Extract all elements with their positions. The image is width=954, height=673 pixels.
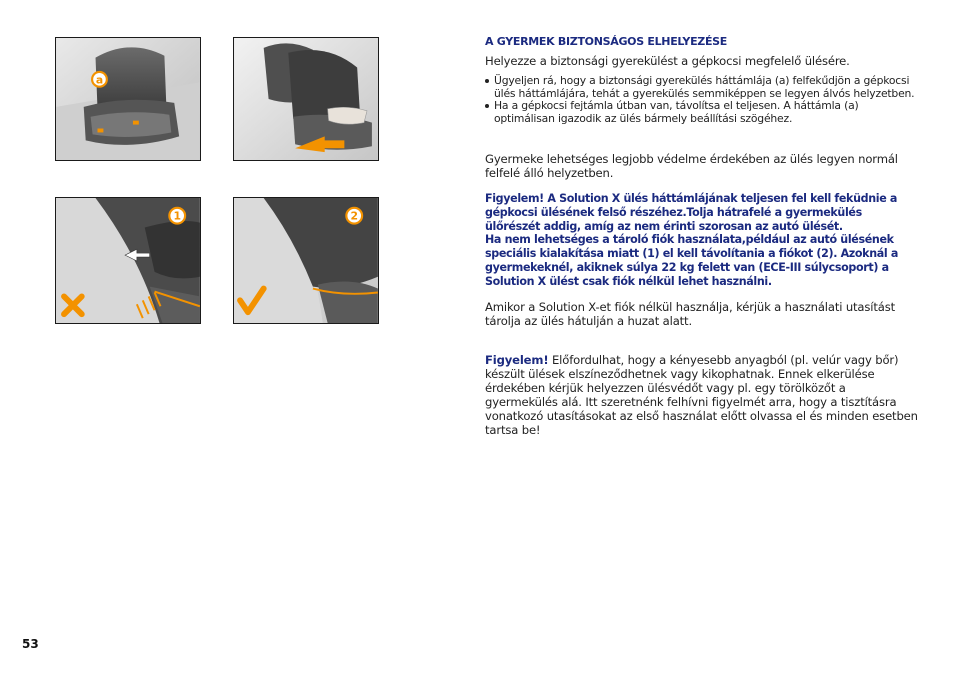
figure-wrong-position <box>55 197 201 324</box>
badge-1-label: 1 <box>173 209 181 223</box>
badge-2-label: 2 <box>350 209 358 223</box>
warning-text: Előfordulhat, hogy a kényesebb anyagból (pl. velúr vagy bőr) készült ülések elszíneződhetnek vagy kikophatnak. Ennek elkerülése érdekében kérjük helyezzen ülésvédőt vagy pl. egy törölközőt a gyermekülés alá. Itt szeretnénk felhívni figyelmét arra, hogy a tisztításra vonatkozó utasításokat az első használat előtt olvassa el és minden esetben tartsa be! <box>485 352 918 437</box>
section-heading: A GYERMEK BIZTONSÁGOS ELHELYEZÉSE <box>485 35 728 48</box>
intro-paragraph: Helyezze a biztonsági gyerekülést a gépkocsi megfelelő ülésére. <box>485 54 850 68</box>
warning-backrest: Figyelem! A Solution X ülés háttámlájának teljesen fel kell feküdnie a gépkocsi ülésének felső részéhez.Tolja hátrafelé a gyermekülés ülőrészét addig, amíg az nem érinti szorosan az autó ülését. Ha nem lehetséges a tároló fiók használata,például az autó ülésének speciális kialakítása miatt (1) el kell távolítania a fiókot (2). Azoknál a gyermekeknél, akiknek súlya 22 kg felett van (ECE-III súlycsoport) a Solution X ülést csak fiók nélkül lehet használni. <box>485 192 898 288</box>
badge-a-label: a <box>95 73 104 87</box>
figure-correct-position <box>233 197 379 324</box>
warning-label: Figyelem! <box>485 352 549 367</box>
bullet-list <box>485 75 920 125</box>
storage-paragraph: Amikor a Solution X-et fiók nélkül használja, kérjük a használati utasítást tárolja az ülés hátulján a huzat alatt. <box>485 299 895 328</box>
protection-paragraph: Gyermeke lehetséges legjobb védelme érdekében az ülés legyen normál felfelé álló helyzetben. <box>485 152 898 180</box>
page-number: 53 <box>22 637 39 651</box>
seat-illustration-a <box>56 38 200 160</box>
seat-illustration-b <box>234 38 378 160</box>
text-column <box>485 35 920 437</box>
list-item: Ha a gépkocsi fejtámla útban van, távolítsa el teljesen. A háttámla (a) optimálisan igazodik az ülés bármely beállítási szögéhez. <box>485 100 920 125</box>
seat-illustration-c <box>56 198 200 323</box>
figure-seat-backrest <box>55 37 201 161</box>
seat-illustration-d <box>234 198 378 323</box>
warning-upholstery <box>485 353 920 437</box>
figure-seat-push <box>233 37 379 161</box>
list-item: Ügyeljen rá, hogy a biztonsági gyerekülés háttámlája (a) felfekűdjön a gépkocsi ülés háttámlájára, tehát a gyerekülés semmiképpen se legyen álvós helyzetben. <box>485 75 920 100</box>
